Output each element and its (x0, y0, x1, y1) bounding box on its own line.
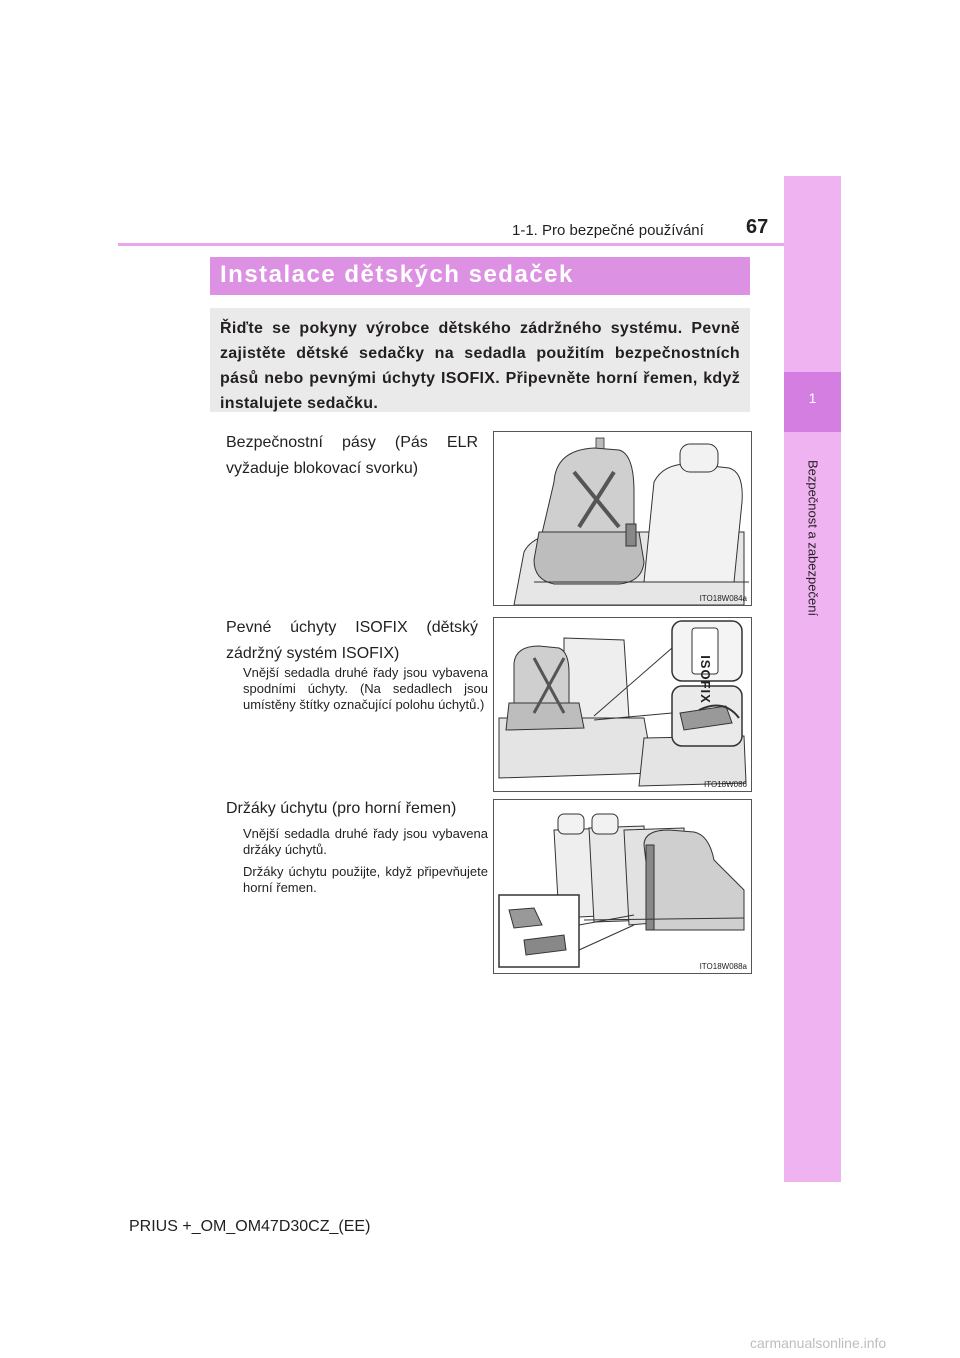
chapter-number: 1 (808, 390, 817, 406)
header-section-title: 1-1. Pro bezpečné používání (512, 222, 704, 239)
chapter-side-tab (784, 176, 841, 1182)
figure-anchor-brackets (493, 799, 752, 974)
page-number: 67 (746, 216, 769, 238)
item-note: Vnější sedadla druhé řady jsou vybavena spodními úchyty. (Na sedadlech jsou umístěny štítky označující polohu úchytů.) (243, 665, 488, 712)
isofix-anchor-illustration (494, 618, 751, 791)
document-footer: PRIUS +_OM_OM47D30CZ_(EE) (129, 1218, 371, 1235)
section-title-bar (210, 257, 750, 295)
child-seat-seatbelt-illustration (494, 432, 751, 605)
intro-box (210, 308, 750, 412)
figure-seatbelt-installation (493, 431, 752, 606)
item-note: Držáky úchytu použijte, když připevňujete horní řemen. (243, 864, 488, 895)
isofix-label: ISOFIX (697, 654, 713, 704)
intro-text: Řiďte se pokyny výrobce dětského zádržného systému. Pevně zajistěte dětské sedačky na sedadla použitím bezpečnostních pásů nebo pevnými úchyty ISOFIX. Připevněte horní řemen, když instalujete sedačku. (220, 320, 740, 412)
item-note: Vnější sedadla druhé řady jsou vybavena držáky úchytů. (243, 826, 488, 857)
figure-isofix-anchors (493, 617, 752, 792)
section-title: Instalace dětských sedaček (220, 261, 574, 288)
watermark: carmanualsonline.info (750, 1335, 887, 1351)
header-divider (118, 243, 784, 246)
figure-code: ITO18W084a (699, 594, 747, 603)
anchor-bracket-illustration (494, 800, 751, 973)
figure-code: ITO18W086 (704, 780, 747, 789)
chapter-title: Bezpečnost a zabezpečení (805, 459, 821, 617)
figure-code: ITO18W088a (699, 962, 747, 971)
item-title: Pevné úchyty ISOFIX (dětský zádržný systém ISOFIX) (226, 619, 478, 662)
item-title: Držáky úchytu (pro horní řemen) (226, 800, 457, 817)
item-title: Bezpečnostní pásy (Pás ELR vyžaduje blokovací svorku) (226, 434, 478, 477)
chapter-number-box (784, 372, 841, 432)
